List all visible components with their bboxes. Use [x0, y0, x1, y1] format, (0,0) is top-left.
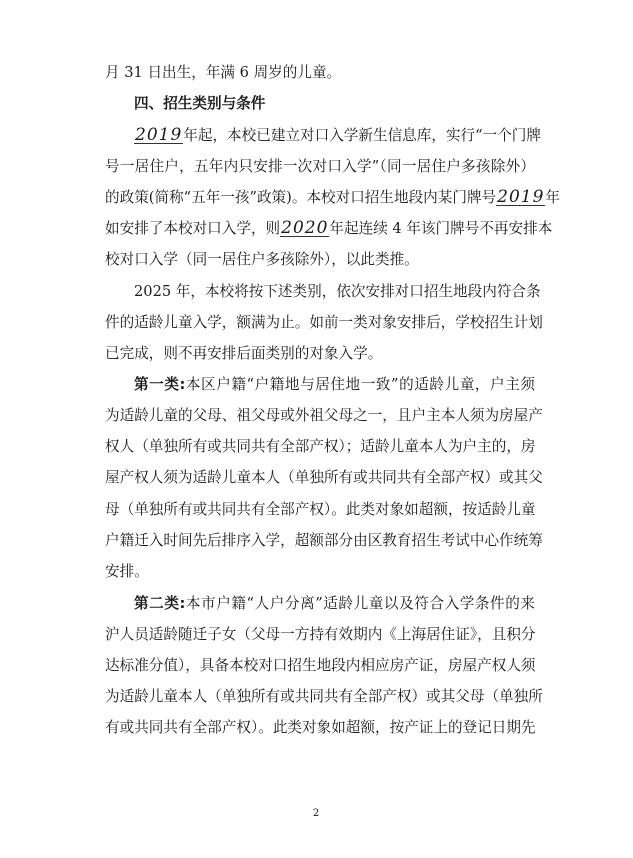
- paragraph-line: [105, 157, 535, 177]
- paragraph-line: [134, 375, 535, 395]
- text-run: 权人（单独所有或共同共有全部产权）；适龄儿童本人为户主的，房: [105, 438, 536, 455]
- text-run: 如安排了本校对口入学，则: [105, 220, 281, 237]
- handwritten-year: 2019: [497, 187, 545, 207]
- paragraph-line: [105, 468, 543, 488]
- paragraph-line: [105, 562, 535, 582]
- text-run: 的政策(简称“五年一孩”政策)。本校对口招生地段内某门牌号: [105, 189, 497, 206]
- paragraph-line: [105, 406, 543, 426]
- text-run: 安排。: [105, 563, 149, 580]
- text-run: 号一居住户，五年内只安排一次对口入学”（同一居住户多孩除外）: [105, 158, 535, 175]
- text-run: 本区户籍“户籍地与居住地一致”的适龄儿童，户主须: [185, 376, 535, 393]
- text-run: 年起连续 4 年该门牌号不再安排本: [329, 220, 553, 237]
- text-run: 为适龄儿童本人（单独所有或共同共有全部产权）或其父母（单独所: [105, 688, 543, 705]
- handwritten-year: 2019: [135, 125, 183, 145]
- heading-text: 四、招生类别与条件: [134, 95, 266, 112]
- paragraph-line: [105, 187, 561, 208]
- paragraph-line: [105, 313, 543, 333]
- text-run: 年: [545, 189, 561, 206]
- paragraph-line: [134, 594, 535, 614]
- text-run: 沪人员适龄随迁子女（父母一方持有效期内《上海居住证》，且积分: [105, 626, 536, 643]
- paragraph-line: [105, 687, 543, 707]
- paragraph-line: [105, 344, 535, 364]
- text-run: 有或共同共有全部产权）。此类对象如超额，按产证上的登记日期先: [105, 719, 536, 736]
- paragraph-line: [105, 437, 535, 457]
- category-label: 第二类:: [134, 595, 186, 612]
- page-number: 2: [312, 808, 320, 819]
- paragraph-line: [105, 250, 535, 270]
- text-run: 屋产权人须为适龄儿童本人（单独所有或共同共有全部产权）或其父: [105, 469, 543, 486]
- paragraph-line: [105, 63, 535, 83]
- text-run: 达标准分值），具备本校对口招生地段内相应房产证，房屋产权人须: [105, 657, 536, 674]
- text-run: 已完成，则不再安排后面类别的对象入学。: [105, 345, 383, 362]
- paragraph-line: [134, 282, 541, 302]
- text-run: 件的适龄儿童入学，额满为止。如前一类对象安排后，学校招生计划: [105, 314, 543, 331]
- text-run: 2025 年，本校将按下述类别，依次安排对口招生地段内符合条: [134, 283, 541, 300]
- section-heading: [134, 94, 535, 114]
- text-run: 本市户籍“人户分离”适龄儿童以及符合入学条件的来: [185, 595, 535, 612]
- category-label: 第一类:: [134, 376, 186, 393]
- text-run: 校对口入学（同一居住户多孩除外），以此类推。: [105, 251, 419, 268]
- paragraph-line: [105, 500, 535, 520]
- text-run: 母（单独所有或共同共有全部产权）。此类对象如超额，按适龄儿童: [105, 501, 536, 518]
- paragraph-line: [105, 656, 535, 676]
- handwritten-year: 2020: [281, 218, 329, 238]
- text-run: 户籍迁入时间先后排序入学，超额部分由区教育招生考试中心作统筹: [105, 532, 543, 549]
- text-run: 月 31 日出生，年满 6 周岁的儿童。: [105, 64, 342, 81]
- paragraph-line: [105, 718, 535, 738]
- paragraph-line: [105, 531, 543, 551]
- paragraph-line: [105, 218, 553, 239]
- text-run: 年起，本校已建立对口入学新生信息库，实行“一个门牌: [183, 127, 541, 144]
- text-run: 为适龄儿童的父母、祖父母或外祖父母之一，且户主本人须为房屋产: [105, 407, 543, 424]
- paragraph-line: [105, 625, 535, 645]
- paragraph-line: [134, 125, 541, 146]
